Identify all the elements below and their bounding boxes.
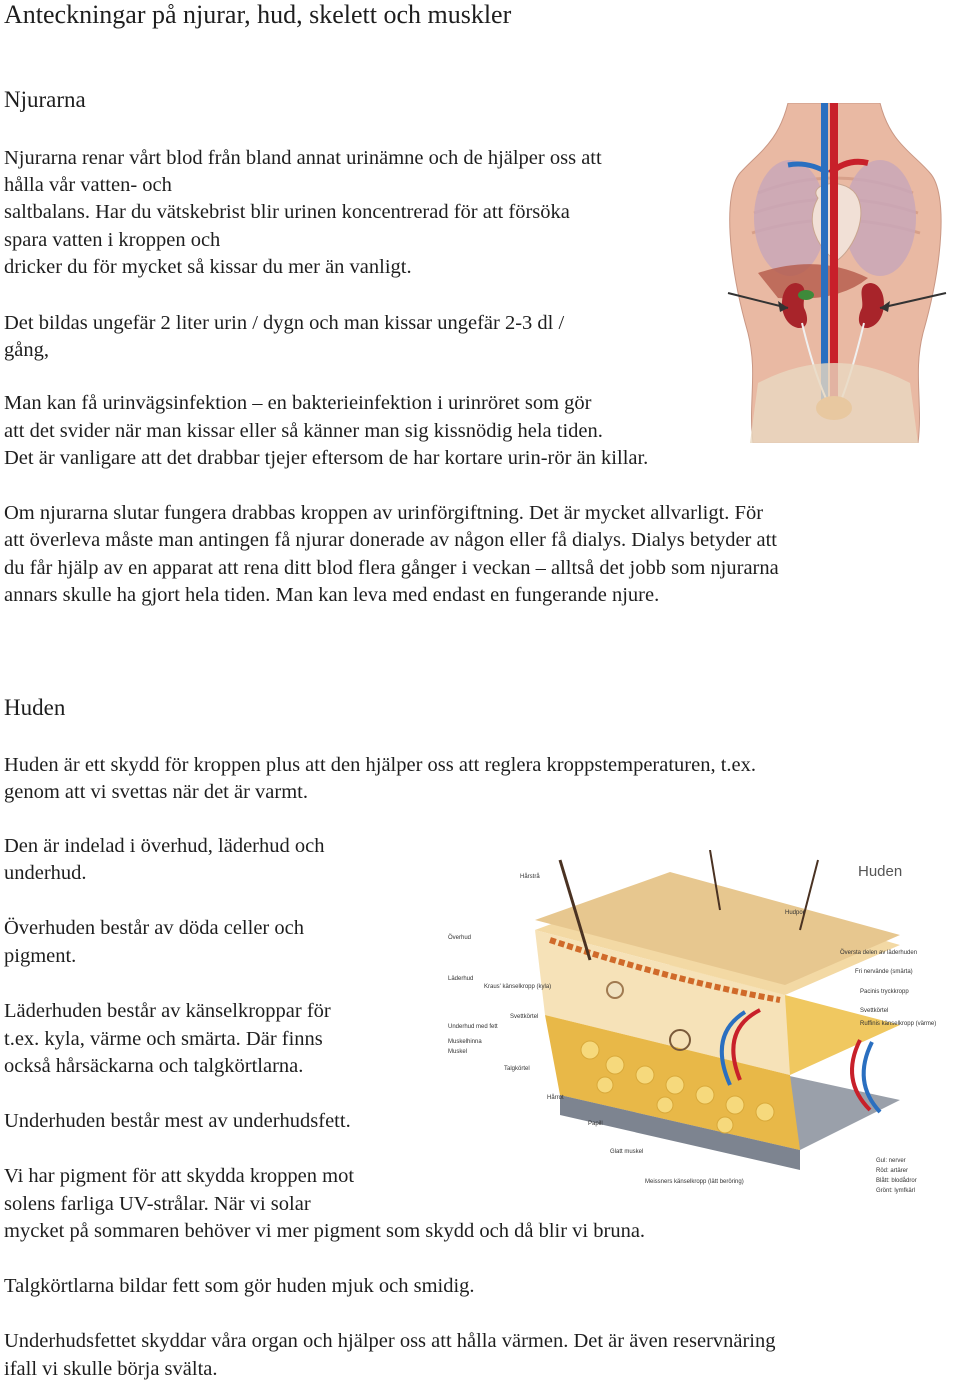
kidneys-text-line: att överleva måste man antingen få njurar donerade av någon eller få dialys. Dialys betyder att xyxy=(4,529,777,551)
skin-legend-item: Röd: artärer xyxy=(876,1168,909,1174)
skin-text-line: t.ex. kyla, värme och smärta. Där finns xyxy=(4,1028,323,1050)
skin-text-line: Underhudsfettet skyddar våra organ och hjälper oss att hålla värmen. Det är även reservnäring xyxy=(4,1330,776,1352)
skin-text-line: ifall vi skulle börja svälta. xyxy=(4,1358,218,1380)
skin-figure-title: Huden xyxy=(858,863,903,880)
skin-label: Hudpor xyxy=(785,910,805,916)
kidneys-text-line: Njurarna renar vårt blod från bland annat urinämne och de hjälper oss att xyxy=(4,147,602,169)
skin-label: Översta delen av läderhuden xyxy=(840,950,918,956)
skin-cross-section-illustration xyxy=(440,850,955,1200)
skin-text-line: Talgkörtlarna bildar fett som gör huden mjuk och smidig. xyxy=(4,1275,475,1297)
skin-label: Muskel xyxy=(448,1049,468,1055)
skin-label: Pacinis tryckkropp xyxy=(860,989,909,995)
skin-text-line: underhud. xyxy=(4,862,87,884)
section-heading-skin: Huden xyxy=(4,695,66,720)
skin-label: Papill xyxy=(588,1121,603,1127)
skin-legend-item: Blått: blodådror xyxy=(876,1178,917,1184)
kidneys-text-line: Om njurarna slutar fungera drabbas kroppen av urinförgiftning. Det är mycket allvarligt. För xyxy=(4,502,764,524)
skin-label: Överhud xyxy=(448,935,472,941)
kidneys-text-line: dricker du för mycket så kissar du mer än vanligt. xyxy=(4,256,412,278)
section-heading-kidneys: Njurarna xyxy=(4,87,86,112)
torso-illustration xyxy=(718,103,950,443)
skin-label: Talgkörtel xyxy=(504,1066,530,1072)
kidneys-text-line: saltbalans. Har du vätskebrist blir urinen koncentrerad för att försöka xyxy=(4,201,570,223)
skin-diagram xyxy=(440,850,955,1200)
skin-label: Ruffinis känselkropp (värme) xyxy=(860,1021,937,1027)
skin-text-line: mycket på sommaren behöver vi mer pigment som skydd och då blir vi bruna. xyxy=(4,1220,646,1242)
skin-label: Hårrot xyxy=(547,1095,564,1101)
skin-label: Fri nervände (smärta) xyxy=(855,969,913,975)
kidney-anatomy-illustration xyxy=(718,103,950,443)
skin-text-line: Överhuden består av döda celler och xyxy=(4,917,304,939)
skin-label: Muskelhinna xyxy=(448,1039,482,1045)
skin-text-line: Den är indelad i överhud, läderhud och xyxy=(4,835,325,857)
skin-label: Svettkörtel xyxy=(510,1014,539,1020)
skin-label: Underhud med fett xyxy=(448,1024,498,1030)
kidneys-text-line: gång, xyxy=(4,339,49,361)
skin-label: Glatt muskel xyxy=(610,1149,644,1155)
skin-text-line: Vi har pigment för att skydda kroppen mot xyxy=(4,1165,355,1187)
skin-legend-item: Gul: nerver xyxy=(876,1158,906,1164)
kidneys-text-line: Man kan få urinvägsinfektion – en bakterieinfektion i urinröret som gör xyxy=(4,392,592,414)
skin-text-line: pigment. xyxy=(4,945,77,967)
skin-text-line: Underhuden består mest av underhudsfett. xyxy=(4,1110,351,1132)
skin-legend-item: Grönt: lymfkärl xyxy=(876,1188,916,1194)
kidneys-text-line: hålla vår vatten- och xyxy=(4,174,172,196)
kidneys-text-line: Det bildas ungefär 2 liter urin / dygn och man kissar ungefär 2-3 dl / xyxy=(4,312,565,334)
skin-text-line: Huden är ett skydd för kroppen plus att den hjälper oss att reglera kroppstemperaturen, t.ex. xyxy=(4,754,757,776)
skin-text-line: solens farliga UV-strålar. När vi solar xyxy=(4,1193,311,1215)
skin-label: Hårstrå xyxy=(520,874,540,880)
skin-label: Svettkörtel xyxy=(860,1008,889,1014)
skin-label: Kraus' känselkropp (kyla) xyxy=(484,984,552,990)
skin-text-line: Läderhuden består av känselkroppar för xyxy=(4,1000,331,1022)
document-title: Anteckningar på njurar, hud, skelett och muskler xyxy=(4,0,512,29)
skin-label: Läderhud xyxy=(448,976,474,982)
skin-label: Meissners känselkropp (lätt beröring) xyxy=(645,1179,744,1185)
kidneys-text-line: att det svider när man kissar eller så känner man sig kissnödig hela tiden. xyxy=(4,420,603,442)
kidneys-text-line: du får hjälp av en apparat att rena ditt blod flera gånger i veckan – alltså det jobb som njurarna xyxy=(4,557,779,579)
kidneys-text-line: spara vatten i kroppen och xyxy=(4,229,221,251)
kidneys-text-line: Det är vanligare att det drabbar tjejer eftersom de har kortare urin-rör än killar. xyxy=(4,447,649,469)
kidneys-text-line: annars skulle ha gjort hela tiden. Man kan leva med endast en fungerande njure. xyxy=(4,584,660,606)
skin-text-line: också hårsäckarna och talgkörtlarna. xyxy=(4,1055,304,1077)
skin-text-line: genom att vi svettas när det är varmt. xyxy=(4,781,308,803)
